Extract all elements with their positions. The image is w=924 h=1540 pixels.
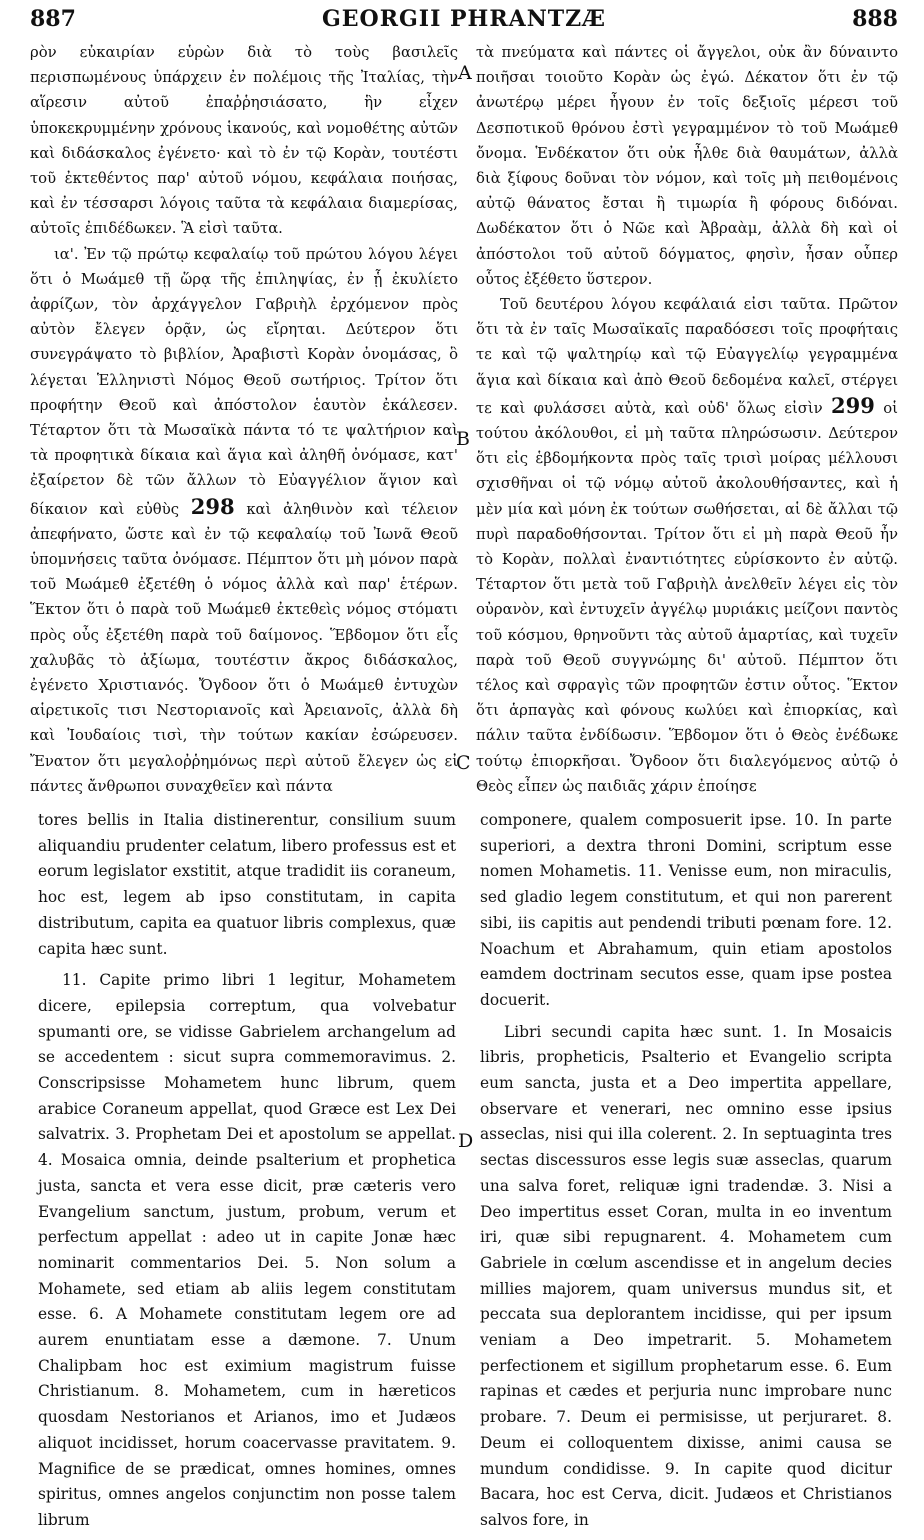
latin-right-paragraph-1: componere, qualem composuerit ipse. 10. In parte superiori, a dextra throni Domini, scriptum esse nomen Mohametis. 11. Venisse eum, non miraculis, sed gladio legem constitutum, et qui non parerent sibi, iis capitis aut pendendi tributi pœnam fore. 12. Noachum et Abrahamum, quin etiam apostolos eamdem doctrinam secutos esse, quam ipse postea docuerit.	[480, 811, 892, 1009]
greek-left-paragraph-2	[30, 242, 458, 799]
margin-letter-b: B	[456, 428, 470, 450]
inline-page-number-299: 299	[831, 392, 875, 418]
latin-column-left	[38, 808, 456, 1534]
page-number-right: 888	[852, 6, 898, 32]
running-title: GEORGII PHRANTZÆ	[321, 6, 606, 32]
inline-page-number-298: 298	[190, 493, 235, 519]
greek-right-paragraph-2a: Τοῦ δευτέρου λόγου κεφάλαιά εἰσι ταῦτα. Πρῶτον ὅτι τὰ ἐν ταῖς Μωσαϊκαῖς παραδόσεσι τοῖς προφήταις τε καὶ τῷ ψαλτηρίῳ καὶ τῷ Εὐαγγελίῳ γεγραμμένα ἅγια καὶ δίκαια καὶ ἀπὸ Θεοῦ δεδομένα καλεῖ, στέργει τε καὶ φυλάσσει αὐτὰ, καὶ οὐδ' ὅλως εἰσὶν	[476, 296, 898, 417]
greek-column-left	[30, 40, 458, 799]
latin-left-paragraph-2: 11. Capite primo libri 1 legitur, Mohametem dicere, epilepsia correptum, qua volvebatur spumanti ore, se vidisse Gabrielem archangelum ad se accedentem : sicut supra commemoravimus. 2. Conscripsisse Mohametem hunc librum, quem arabice Coraneum appellat, quod Græce est Lex Dei salvatrix. 3. Prophetam Dei et apostolum se appellat. 4. Mosaica omnia, deinde psalterium et prophetica justa, sancta et vera esse dicit, præ cæteris vero Evangelium sanctum, justum, probum, verum et perfectum appellat : adeo ut in capite Jonæ hæc nominarit commentarios Dei. 5. Non solum a Mohamete, sed etiam ab aliis legem constitutam esse. 6. A Mohamete constitutam legem ore ad aurem enuntiatam esse a dæmone. 7. Unum Chalipbam hoc est eximium magistrum fuisse Christianum. 8. Mohametem, cum in hæreticos quosdam Nestorianos et Arianos, imo et Judæos aliquot incidisset, horum coacervasse pravitatem. 9. Magnifice de se prædicat, omnes homines, omnes spiritus, omnes angelos conjunctim non posse talem librum	[38, 971, 456, 1529]
margin-letter-a: A	[458, 62, 472, 84]
latin-column-right	[480, 808, 892, 1534]
greek-right-paragraph-1: τὰ πνεύματα καὶ πάντες οἱ ἄγγελοι, οὐκ ἂν δύναιντο ποιῆσαι τοιοῦτο Κορὰν ὡς ἐγώ. Δέκατον ὅτι ἐν τῷ ἀνωτέρῳ μέρει ἦγουν ἐν τοῖς δεξιοῖς μέρεσι τοῦ Δεσποτικοῦ θρόνου ἐστὶ γεγραμμένον τὸ τοῦ Μωάμεθ ὄνομα. Ἑνδέκατον ὅτι οὐκ ἦλθε διὰ θαυμάτων, ἀλλὰ διὰ ξίφους δοῦναι τὸν νόμον, καὶ τοῖς μὴ πειθομένοις αὐτῷ θάνατος ἔσται ἢ τιμωρία ἢ φόρους διδόναι. Δωδέκατον ὅτι ὁ Νῶε καὶ Ἀβραὰμ, ἀλλὰ δὴ καὶ οἱ ἀπόστολοι τοῦ αὐτοῦ δόγματος, φησὶν, ἦσαν οὗπερ οὗτος ἐξέθετο ὕστερον.	[476, 44, 898, 288]
page-number-left: 887	[30, 6, 76, 32]
margin-letter-c: C	[456, 752, 471, 774]
greek-left-paragraph-2a: ια'. Ἐν τῷ πρώτῳ κεφαλαίῳ τοῦ πρώτου λόγου λέγει ὅτι ὁ Μωάμεθ τῇ ὥρᾳ τῆς ἐπιληψίας, ἐν ᾗ ἐκυλίετο ἀφρίζων, τὸν ἀρχάγγελον Γαβριὴλ ἐρχόμενον πρὸς αὐτὸν ἔλεγεν ὁρᾷν, ὡς εἴρηται. Δεύτερον ὅτι συνεγράψατο τὸ βιβλίον, Ἀραβιστὶ Κορὰν ὀνομάσας, ὃ λέγεται Ἑλληνιστὶ Νόμος Θεοῦ σωτήριος. Τρίτον ὅτι προφήτην Θεοῦ καὶ ἀπόστολον ἑαυτὸν ἐκάλεσεν. Τέταρτον ὅτι τὰ Μωσαϊκὰ πάντα τό τε ψαλτήριον καὶ τὰ προφητικὰ δίκαια καὶ ἅγια καὶ ἀληθῆ ὀνόμασε, κατ' ἐξαίρετον δὲ τῶν ἄλλων τὸ Εὐαγγέλιον ἅγιον καὶ δίκαιον καὶ εὐθὺς	[30, 245, 458, 518]
latin-right-paragraph-2: Libri secundi capita hæc sunt. 1. In Mosaicis libris, propheticis, Psalterio et Evangelio scripta eum sancta, justa et a Deo impertita appellare, observare et venerari, nec omnino esse ipsius asseclas, nisi qui illa colerent. 2. In septuaginta tres sectas discessuros esse legis suæ asseclas, quarum una salva foret, reliquæ igni tradendæ. 3. Nisi a Deo impertitus esset Coran, multa in eo inventum iri, quæ sibi repugnarent. 4. Mohametem cum Gabriele in cœlum ascendisse et in angelum decies millies majorem, quam universus mundus sit, et peccata sua deplorantem incidisse, qui per ipsum veniam a Deo impetrarit. 5. Mohametem perfectionem et sigillum prophetarum esse. 6. Eum rapinas et cædes et perjuria nunc improbare nunc probare. 7. Deum ei permisisse, ut perjuraret. 8. Deum ei colloquentem dixisse, animi causa se mundum condidisse. 9. In capite quod dicitur Bacara, hoc est Cerva, dicit. Judæos et Christianos salvos fore, in	[480, 1022, 892, 1529]
margin-letter-d: D	[458, 1130, 474, 1152]
greek-right-paragraph-2	[476, 292, 898, 799]
greek-left-paragraph-1: ρὸν εὐκαιρίαν εὑρὼν διὰ τὸ τοὺς βασιλεῖς περισπωμένους ὑπάρχειν ἐν πολέμοις τῆς Ἰταλίας, τὴν αἵρεσιν αὐτοῦ ἐπαῤῥησιάσατο, ἣν εἶχεν ὑποκεκρυμμένην χρόνους ἱκανούς, καὶ νομοθέτης αὐτῶν καὶ διδάσκαλος ἐγένετο· καὶ τὸ ἐν τῷ Κορὰν, τουτέστι τοῦ ἐκτεθέντος παρ' αὐτοῦ νόμου, κεφάλαια ποιήσας, καὶ ἐν τέσσαρσι λόγοις ταῦτα τὰ κεφάλαια διαμερίσας, αὐτοῖς ἐπιδέδωκεν. Ἃ εἰσὶ ταῦτα.	[30, 44, 458, 238]
latin-left-paragraph-1: tores bellis in Italia distinerentur, consilium suum aliquandiu prudenter celatum, libero professus est et eorum legislator exstitit, atque tradidit iis coraneum, hoc est, legem ab ipso constitutam, in capita distributum, capita ea quatuor libris complexus, quæ capita hæc sunt.	[38, 811, 456, 958]
greek-right-paragraph-2b: οἱ τούτου ἀκόλουθοι, εἰ μὴ ταῦτα πληρώσωσιν. Δεύτερον ὅτι εἰς ἑβδομήκοντα πρὸς ταῖς τρισὶ μοίρας μέλλουσι σχισθῆναι οἱ τῷ νόμῳ αὐτοῦ ἀκολουθήσαντες, καὶ ἡ μὲν μία καὶ μόνη ἐκ τούτων σωθήσεται, αἱ δὲ ἄλλαι τῷ πυρὶ παραδοθήσονται. Τρίτον ὅτι εἰ μὴ παρὰ Θεοῦ ἦν τὸ Κορὰν, πολλαὶ ἐναντιότητες εὑρίσκοντο ἐν αὐτῷ. Τέταρτον ὅτι μετὰ τοῦ Γαβριὴλ ἀνελθεῖν λέγει εἰς τὸν οὐρανὸν, καὶ ἐντυχεῖν ἀγγέλῳ μυριάκις μείζονι παντὸς τοῦ κόσμου, θρηνοῦντι τὰς αὐτοῦ ἁμαρτίας, καὶ τυχεῖν παρὰ τοῦ Θεοῦ συγγνώμης δι' αὐτοῦ. Πέμπτον ὅτι τέλος καὶ σφραγὶς τῶν προφητῶν ἐστιν οὗτος. Ἕκτον ὅτι ἁρπαγὰς καὶ φόνους κωλύει καὶ ἐπιορκίας, καὶ πάλιν ταῦτα ἐνδίδωσιν. Ἕβδομον ὅτι ὁ Θεὸς ἐνέδωκε τούτῳ ἐπιορκῆσαι. Ὄγδοον ὅτι διαλεγόμενος αὐτῷ ὁ Θεὸς εἶπεν ὡς παιδιᾶς χάριν ἐποίησε	[476, 399, 898, 795]
running-header	[30, 6, 898, 40]
greek-left-paragraph-2b: καὶ ἀληθινὸν καὶ τέλειον ἀπεφήνατο, ὥστε καὶ ἐν τῷ κεφαλαίῳ τοῦ Ἰωνᾶ Θεοῦ ὑπομνήσεις ταῦτα ὀνόμασε. Πέμπτον ὅτι μὴ μόνον παρὰ τοῦ Μωάμεθ ἐξετέθη ὁ νόμος ἀλλὰ καὶ παρ' ἑτέρων. Ἕκτον ὅτι ὁ παρὰ τοῦ Μωάμεθ ἐκτεθεὶς νόμος στόματι πρὸς οὖς ἐξετέθη παρὰ τοῦ δαίμονος. Ἕβδομον ὅτι εἷς χαλυβᾶς τὸ ἀξίωμα, τουτέστιν ἄκρος διδάσκαλος, ἐγένετο Χριστιανός. Ὄγδοον ὅτι ὁ Μωάμεθ ἐντυχὼν αἱρετικοῖς τισι Νεστοριανοῖς καὶ Ἀρειανοῖς, ἀλλὰ δὴ καὶ Ἰουδαίοις τισὶ, τὴν τούτων κακίαν ἐσώρευσεν. Ἔνατον ὅτι μεγαλοῤῥημόνως περὶ αὐτοῦ ἔλεγεν ὡς εἰ πάντες ἄνθρωποι συναχθεῖεν καὶ πάντα	[30, 500, 458, 795]
greek-column-right	[476, 40, 898, 799]
